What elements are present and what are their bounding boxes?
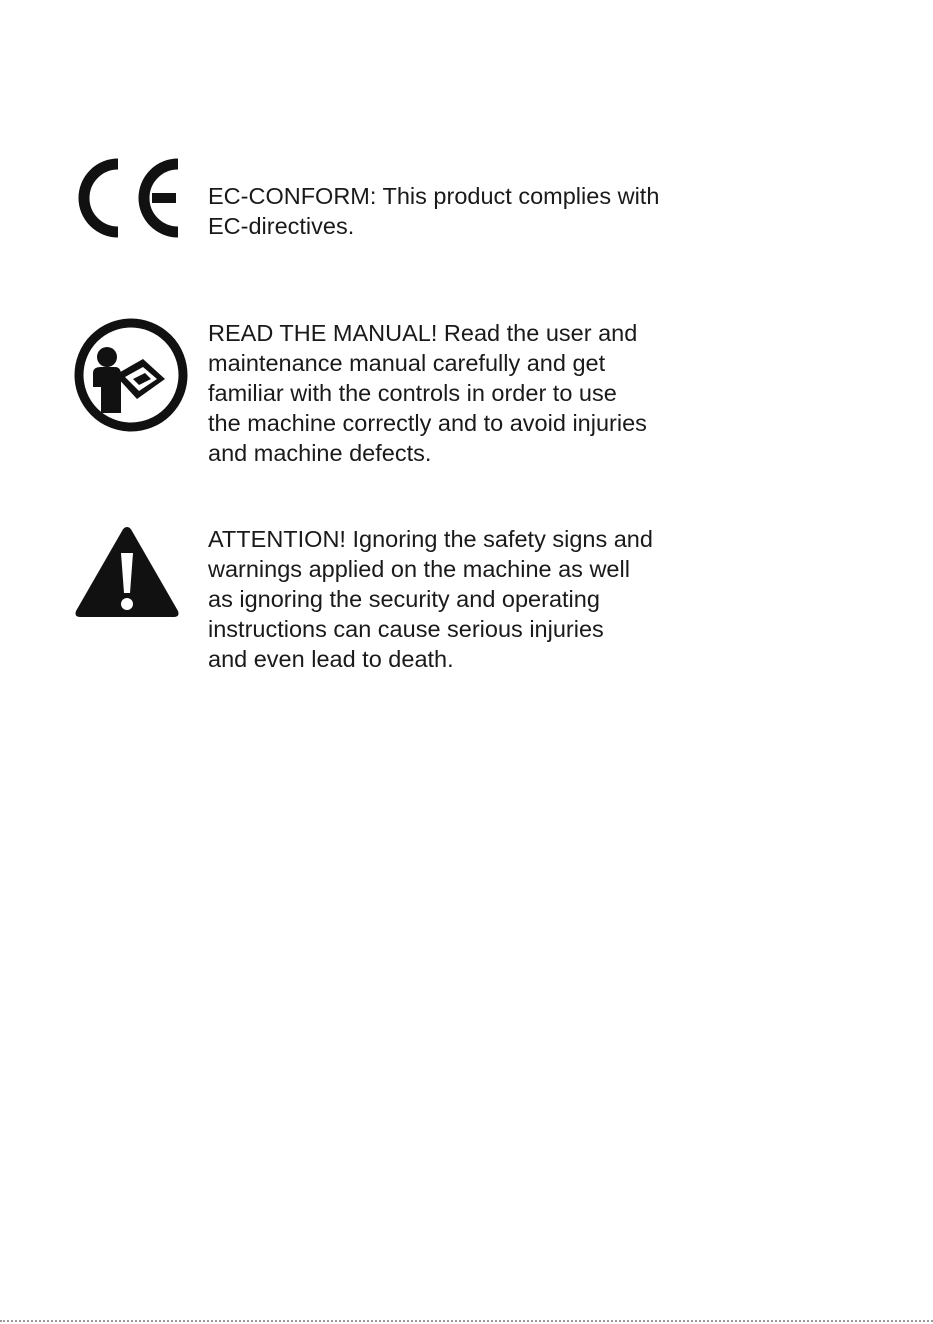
page-bottom-edge [0,1320,933,1324]
text-line: READ THE MANUAL! Read the user and [208,320,638,346]
text-line: EC-CONFORM: This product complies with [208,183,660,209]
read-manual-text [208,318,728,468]
text-line: maintenance manual carefully and get [208,350,606,376]
ce-conformity-text [208,181,728,241]
text-line: ATTENTION! Ignoring the safety signs and [208,526,653,552]
text-line: as ignoring the security and operating [208,586,600,612]
text-line: familiar with the controls in order to use [208,380,617,406]
text-line: and even lead to death. [208,646,454,672]
ce-conformity-section [0,150,933,250]
text-line: instructions can cause serious injuries [208,616,604,642]
ce-mark-icon [70,158,182,238]
attention-text [208,524,728,674]
read-manual-section [0,310,933,470]
text-line: and machine defects. [208,440,432,466]
warning-triangle-icon [72,523,182,621]
text-line: the machine correctly and to avoid injuries [208,410,647,436]
read-manual-icon [73,317,189,433]
text-line: warnings applied on the machine as well [208,556,630,582]
text-line: EC-directives. [208,213,355,239]
attention-section [0,515,933,685]
